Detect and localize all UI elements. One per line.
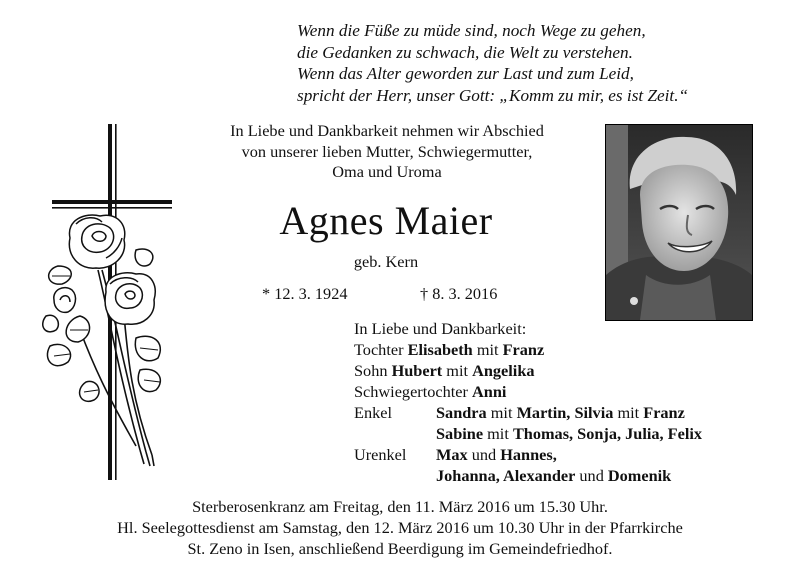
conjunction: mit (476, 340, 499, 359)
mourner-name: Thomas, Sonja, Julia, Felix (512, 424, 703, 443)
mourner-row-enkel (354, 402, 774, 423)
mourner-name: Sandra (436, 403, 487, 422)
conjunction: und (579, 466, 604, 485)
mourner-row-schwiegertochter (354, 381, 774, 402)
mourner-name: Johanna, Alexander (436, 466, 576, 485)
mourner-row-enkel-2 (354, 423, 774, 444)
intro-text (176, 121, 598, 183)
intro-line: von unserer lieben Mutter, Schwiegermutter, (241, 141, 533, 161)
conjunction: mit (487, 424, 509, 443)
relation-label: Sohn (354, 361, 388, 380)
mourner-name: Sabine (436, 424, 484, 443)
mourner-row-urenkel (354, 444, 774, 465)
mourner-name: Silvia (574, 403, 614, 422)
mourners-heading: In Liebe und Dankbarkeit: (354, 319, 527, 338)
mourner-name: Martin, (516, 403, 571, 422)
mourner-name: Hannes, (500, 445, 557, 464)
death-date: † 8. 3. 2016 (420, 284, 498, 303)
mourner-row-urenkel-2 (354, 465, 774, 486)
mourner-name: Anni (472, 382, 507, 401)
portrait-photo (605, 124, 753, 321)
relation-label: Enkel (354, 403, 392, 422)
intro-line: Oma und Uroma (332, 162, 442, 182)
cross-with-roses-illustration (40, 120, 180, 492)
mourner-row-sohn (354, 360, 774, 381)
intro-line: In Liebe und Dankbarkeit nehmen wir Abschied (230, 121, 544, 140)
poem-line: Wenn die Füße zu müde sind, noch Wege zu gehen, (297, 21, 646, 40)
poem-line: spricht der Herr, unser Gott: „Komm zu mir, es ist Zeit.“ (297, 85, 689, 105)
poem-line: Wenn das Alter geworden zur Last und zum Leid, (297, 64, 634, 83)
deceased-name: Agnes Maier (279, 198, 493, 243)
conjunction: mit (617, 403, 640, 422)
footer-line: Sterberosenkranz am Freitag, den 11. März 2016 um 15.30 Uhr. (192, 497, 608, 516)
mourner-name: Elisabeth (407, 340, 473, 359)
maiden-name: geb. Kern (353, 252, 419, 271)
footer-line: Hl. Seelegottesdienst am Samstag, den 12. März 2016 um 10.30 Uhr in der Pfarrkirche (117, 518, 683, 537)
mourner-name: Hubert (391, 361, 443, 380)
mourner-name: Max (436, 445, 468, 464)
conjunction: mit (446, 361, 469, 380)
conjunction: mit (490, 403, 513, 422)
relation-label: Urenkel (354, 445, 407, 464)
poem-line: die Gedanken zu schwach, die Welt zu verstehen. (297, 42, 633, 62)
footer-line: St. Zeno in Isen, anschließend Beerdigung im Gemeindefriedhof. (187, 539, 613, 558)
conjunction: und (471, 445, 497, 464)
relation-label: Schwiegertochter (354, 382, 468, 401)
mourner-name: Domenik (607, 466, 672, 485)
birth-date: * 12. 3. 1924 (262, 284, 348, 303)
mourner-name: Angelika (472, 361, 535, 380)
service-details (20, 496, 780, 559)
poem (297, 20, 777, 106)
mourners-list (354, 318, 774, 486)
relation-label: Tochter (354, 340, 404, 359)
mourner-name: Franz (502, 340, 545, 359)
mourner-row-tochter (354, 339, 774, 360)
mourner-name: Franz (643, 403, 685, 422)
